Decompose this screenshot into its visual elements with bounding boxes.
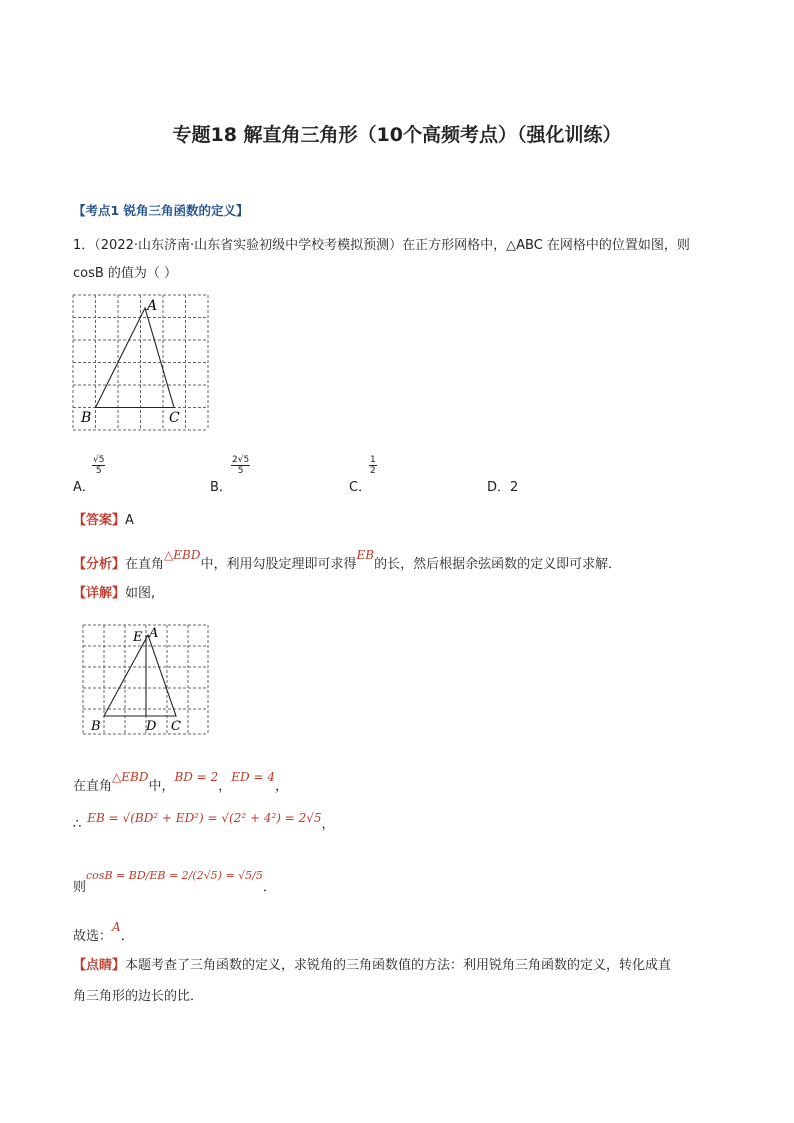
step-1-text-3: ， <box>218 779 232 794</box>
option-b <box>210 476 232 495</box>
option-a <box>73 476 95 495</box>
question-line-1: 1．（2022·山东济南·山东省实验初级中学校考模拟预测）在正方形网格中，△ABC 在网格中的位置如图，则 <box>73 238 690 253</box>
detail-line <box>73 582 155 601</box>
step-3 <box>73 869 276 895</box>
step-1 <box>73 770 288 794</box>
comment-label: 【点睛】 <box>73 958 126 973</box>
label-e: E <box>133 630 143 645</box>
option-c <box>349 476 371 495</box>
option-a-letter: A． <box>73 480 95 495</box>
dashed-grid <box>73 295 208 430</box>
answer-label: 【答案】 <box>73 513 126 528</box>
option-c-fraction <box>369 455 377 476</box>
choose-math-a: A <box>112 920 121 934</box>
triangle-abc <box>96 308 175 408</box>
analysis-text-3: 的长，然后根据余弦函数的定义即可求解． <box>374 557 622 572</box>
option-d-value: 2 <box>510 480 519 495</box>
triangle-abc-2 <box>104 635 176 716</box>
step-2-text: ， <box>321 817 335 832</box>
step-2-math-eb: EB = √(BD² + ED²) = √(2² + 4²) = 2√5 <box>87 811 322 825</box>
choose-text: 故选： <box>73 929 113 944</box>
question-line-2: cosB 的值为（ ） <box>73 266 178 281</box>
grid-triangle-figure <box>72 294 210 432</box>
answer-line <box>73 509 134 528</box>
analysis-label: 【分析】 <box>73 557 126 572</box>
option-c-letter: C． <box>349 480 372 495</box>
step-1-text-1: 在直角 <box>73 779 113 794</box>
answer-value: A <box>125 513 134 528</box>
option-a-num: √5 <box>93 455 105 465</box>
step-1-text-2: 中， <box>148 779 175 794</box>
step-3-text-2: ． <box>262 880 276 895</box>
page-title: 专题18 解直角三角形（10个高频考点）（强化训练） <box>172 124 622 146</box>
option-b-den: 5 <box>237 466 244 476</box>
label-c: C <box>169 410 180 426</box>
label-a: A <box>147 298 158 314</box>
step-1-math-ed: ED = 4 <box>231 770 275 784</box>
grid-triangle-figure-2 <box>82 624 210 736</box>
detail-text: 如图, <box>125 586 156 601</box>
label-a-2: A <box>149 626 159 641</box>
therefore-symbol: ∴ <box>73 817 82 832</box>
step-3-text-1: 则 <box>73 880 87 895</box>
step-1-text-4: ， <box>274 779 288 794</box>
analysis-math-eb: EB <box>356 548 375 562</box>
option-b-num: 2√5 <box>232 455 250 465</box>
analysis-math-ebd: △EBD <box>164 548 201 562</box>
detail-label: 【详解】 <box>73 586 126 601</box>
analysis-text-1: 在直角 <box>125 557 165 572</box>
analysis-text-2: 中，利用勾股定理即可求得 <box>200 557 357 572</box>
step-1-math-ebd: △EBD <box>112 770 149 784</box>
choose-period: ． <box>120 929 134 944</box>
label-b: B <box>81 410 92 426</box>
choose-line <box>73 920 134 944</box>
option-a-den: 5 <box>95 466 102 476</box>
option-b-letter: B． <box>210 480 232 495</box>
comment-line-2: 角三角形的边长的比． <box>73 989 204 1004</box>
option-c-num: 1 <box>370 455 376 465</box>
analysis-line <box>73 548 622 572</box>
comment-text-1: 本题考查了三角函数的定义，求锐角的三角函数值的方法：利用锐角三角函数的定义，转化成直 <box>125 958 672 973</box>
label-d: D <box>146 719 157 734</box>
step-2 <box>73 813 335 832</box>
option-d <box>487 476 518 495</box>
comment-line-1 <box>73 954 671 973</box>
option-a-fraction <box>92 455 105 476</box>
step-3-math-cos: cosB = BD/EB = 2/(2√5) = √5/5 <box>86 869 263 882</box>
option-b-fraction <box>231 455 250 476</box>
step-1-math-bd: BD = 2 <box>174 770 219 784</box>
option-d-letter: D． <box>487 480 511 495</box>
section-heading: 【考点1 锐角三角函数的定义】 <box>73 203 249 218</box>
option-c-den: 2 <box>370 466 376 476</box>
label-b-2: B <box>91 719 101 734</box>
label-c-2: C <box>171 719 181 734</box>
